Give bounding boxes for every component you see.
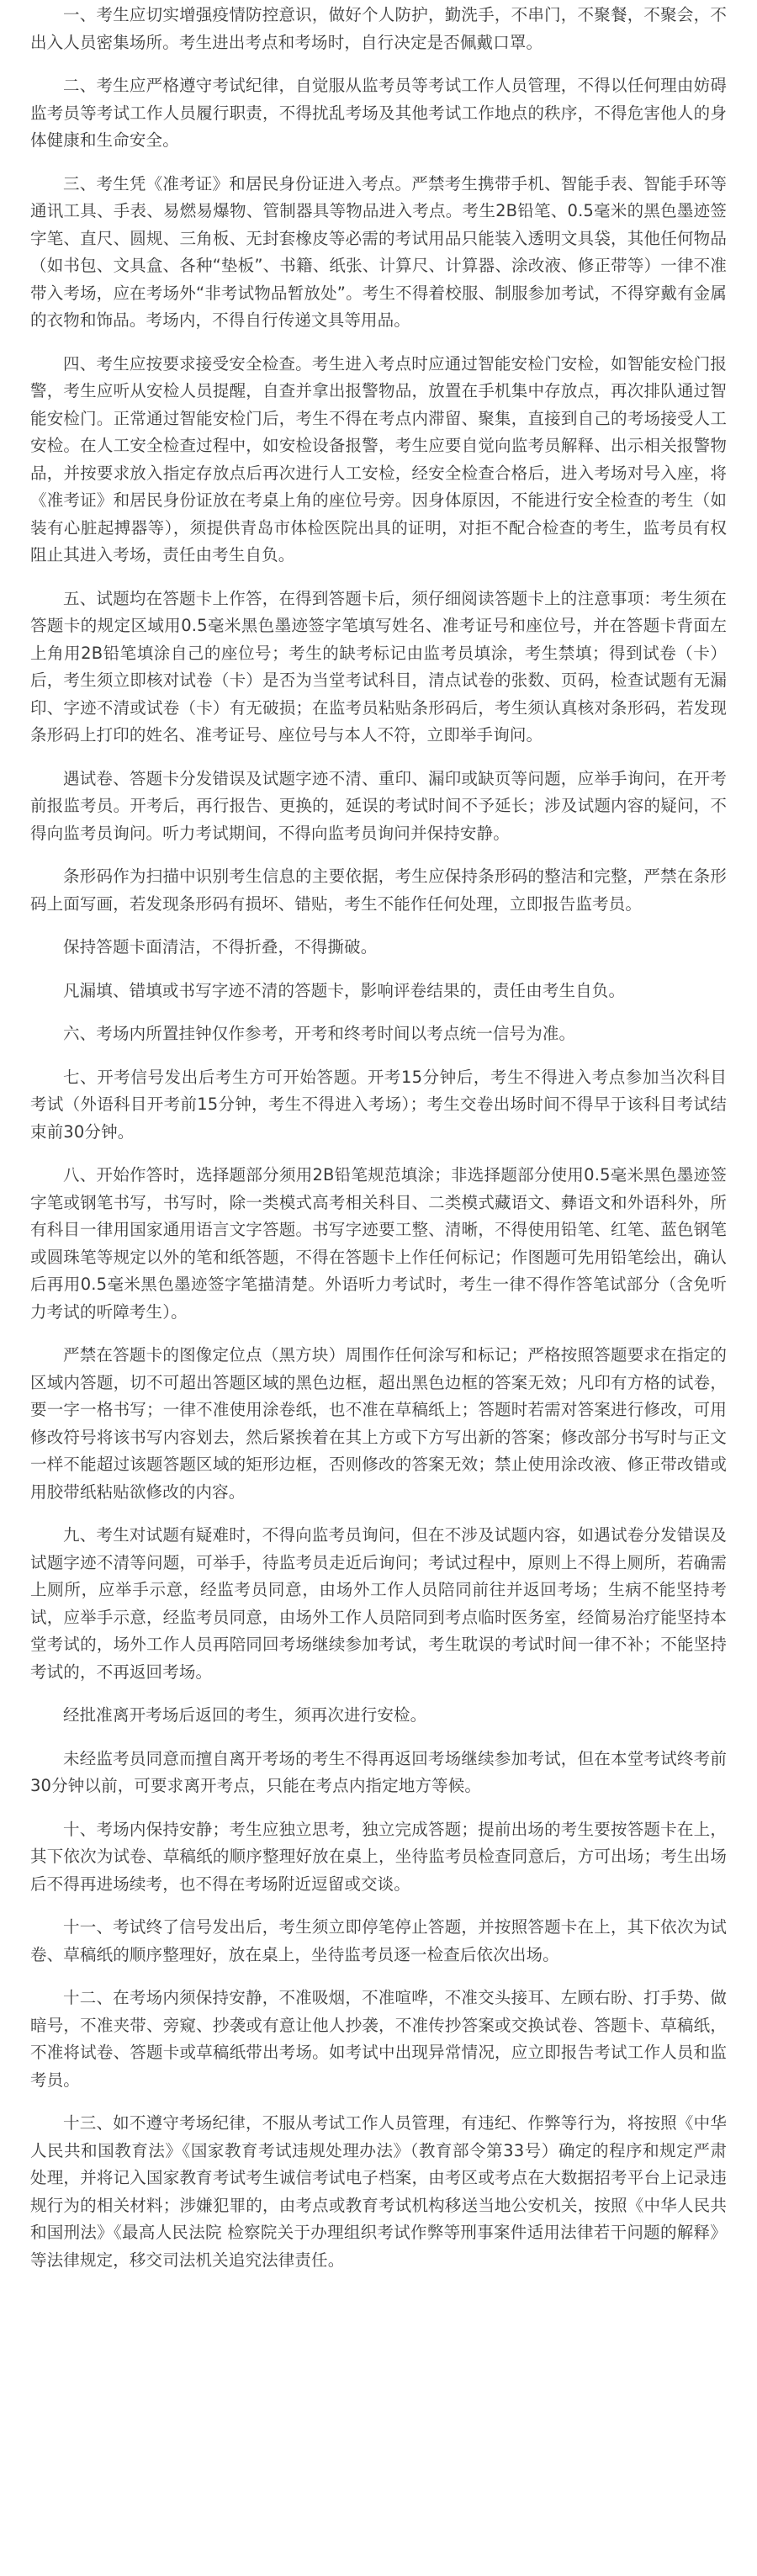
rule-paragraph-8: 八、开始作答时，选择题部分须用2B铅笔规范填涂；非选择题部分使用0.5毫米黑色墨迹签字笔或钢笔书写，书写时，除一类模式高考相关科目、二类模式藏语文、彝语文和外语科外，所有科目一律用国家通用语言文字答题。书写字迹要工整、清晰，不得使用铅笔、红笔、蓝色钢笔或圆珠笔等规定以外的笔和纸答题，不得在答题卡上作任何标记；作图题可先用铅笔绘出，确认后再用0.5毫米黑色墨迹签字笔描清楚。外语听力考试时，考生一律不得作答笔试部分（含免听力考试的听障考生）。	[30, 1165, 727, 1322]
rule-paragraph-9-recheck: 经批准离开考场后返回的考生，须再次进行安检。	[63, 1705, 427, 1725]
rule-paragraph-8-marking: 严禁在答题卡的图像定位点（黑方块）周围作任何涂写和标记；严格按照答题要求在指定的区域内答题，切不可超出答题区域的黑色边框，超出黑色边框的答案无效；凡印有方格的试卷，要一字一格书写；一律不准使用涂卷纸，也不准在草稿纸上；答题时若需对答案进行修改，可用修改符号将该书写内容划去，然后紧挨着在其上方或下方写出新的答案；修改部分书写时与正文一样不能超过该题答题区域的矩形边框，否则修改的答案无效；禁止使用涂改液、修正带改错或用胶带纸粘贴欲修改的内容。	[30, 1345, 727, 1502]
rule-paragraph-3: 三、考生凭《准考证》和居民身份证进入考点。严禁考生携带手机、智能手表、智能手环等通讯工具、手表、易燃易爆物、管制器具等物品进入考点。考生2B铅笔、0.5毫米的黑色墨迹签字笔、直尺、圆规、三角板、无封套橡皮等必需的考试用品只能装入透明文具袋，其他任何物品（如书包、文具盒、各种“垫板”、书籍、纸张、计算尺、计算器、涂改液、修正带等）一律不准带入考场，应在考场外“非考试物品暂放处”。考生不得着校服、制服参加考试，不得穿戴有金属的衣物和饰品。考场内，不得自行传递文具等用品。	[30, 173, 727, 330]
rule-paragraph-4: 四、考生应按要求接受安全检查。考生进入考点时应通过智能安检门安检，如智能安检门报警，考生应听从安检人员提醒，自查并拿出报警物品，放置在手机集中存放点，再次排队通过智能安检门。正常通过智能安检门后，考生不得在考点内滞留、聚集，直接到自己的考场接受人工安检。在人工安全检查过程中，如安检设备报警，考生应要自觉向监考员解释、出示相关报警物品，并按要求放入指定存放点后再次进行人工安检，经安全检查合格后，进入考场对号入座，将《准考证》和居民身份证放在考桌上角的座位号旁。因身体原因，不能进行安全检查的考生（如装有心脏起搏器等），须提供青岛市体检医院出具的证明，对拒不配合检查的考生，监考员有权阻止其进入考场，责任由考生自负。	[30, 353, 727, 564]
rule-paragraph-6: 六、考场内所置挂钟仅作参考，开考和终考时间以考点统一信号为准。	[63, 1024, 576, 1043]
rule-paragraph-13: 十三、如不遵守考场纪律，不服从考试工作人员管理，有违纪、作弊等行为，将按照《中华人民共和国教育法》《国家教育考试违规处理办法》（教育部令第33号）确定的程序和规定严肃处理，并将记入国家教育考试考生诚信考试电子档案，由考区或考点在大数据招考平台上记录违规行为的相关材料；涉嫌犯罪的，由考点或教育考试机构移送当地公安机关，按照《中华人民共和国刑法》《最高人民法院 检察院关于办理组织考试作弊等刑事案件适用法律若干问题的解释》等法律规定，移交司法机关追究法律责任。	[30, 2113, 727, 2270]
rule-paragraph-5: 五、试题均在答题卡上作答，在得到答题卡后，须仔细阅读答题卡上的注意事项：考生须在答题卡的规定区域用0.5毫米黑色墨迹签字笔填写姓名、准考证号和座位号，并在答题卡背面左上角用2B铅笔填涂自己的座位号；考生的缺考标记由监考员填涂，考生禁填；得到试卷（卡）后，考生须立即核对试卷（卡）是否为当堂考试科目，清点试卷的张数、页码，检查试题有无漏印、字迹不清或试卷（卡）有无破损；在监考员粘贴条形码后，考生须认真核对条形码，若发现条形码上打印的姓名、准考证号、座位号与本人不符，立即举手询问。	[30, 588, 727, 745]
rule-paragraph-5-illegible: 凡漏填、错填或书写字迹不清的答题卡，影响评卷结果的，责任由考生自负。	[63, 980, 626, 1000]
rule-paragraph-1: 一、考生应切实增强疫情防控意识，做好个人防护，勤洗手，不串门，不聚餐，不聚会，不出入人员密集场所。考生进出考点和考场时，自行决定是否佩戴口罩。	[30, 5, 727, 52]
rule-paragraph-5-test-paper-issues: 遇试卷、答题卡分发错误及试题字迹不清、重印、漏印或缺页等问题，应举手询问，在开考前报监考员。开考后，再行报告、更换的，延误的考试时间不予延长；涉及试题内容的疑问，不得向监考员询问。听力考试期间，不得向监考员询问并保持安静。	[30, 768, 727, 843]
rule-paragraph-10: 十、考场内保持安静；考生应独立思考，独立完成答题；提前出场的考生要按答题卡在上，其下依次为试卷、草稿纸的顺序整理好放在桌上，坐待监考员检查同意后，方可出场；考生出场后不得再进场续考，也不得在考场附近逗留或交谈。	[30, 1819, 727, 1894]
rule-paragraph-12: 十二、在考场内须保持安静，不准吸烟，不准喧哗，不准交头接耳、左顾右盼、打手势、做暗号，不准夹带、旁窥、抄袭或有意让他人抄袭，不准传抄答案或交换试卷、答题卡、草稿纸，不准将试卷、答题卡或草稿纸带出考场。如考试中出现异常情况，应立即报告考试工作人员和监考员。	[30, 1988, 727, 2090]
rule-paragraph-9-leaving: 未经监考员同意而擅自离开考场的考生不得再返回考场继续参加考试，但在本堂考试终考前30分钟以前，可要求离开考点，只能在考点内指定地方等候。	[30, 1748, 727, 1795]
rule-paragraph-11: 十一、考试终了信号发出后，考生须立即停笔停止答题，并按照答题卡在上，其下依次为试卷、草稿纸的顺序整理好，放在桌上，坐待监考员逐一检查后依次出场。	[30, 1917, 727, 1964]
rule-paragraph-2: 二、考生应严格遵守考试纪律，自觉服从监考员等考试工作人员管理，不得以任何理由妨碍监考员等考试工作人员履行职责，不得扰乱考场及其他考试工作地点的秩序，不得危害他人的身体健康和生命安全。	[30, 76, 727, 150]
rule-paragraph-7: 七、开考信号发出后考生方可开始答题。开考15分钟后，考生不得进入考点参加当次科目考试（外语科目开考前15分钟，考生不得进入考场）；考生交卷出场时间不得早于该科目考试结束前30分钟。	[30, 1067, 727, 1142]
rule-paragraph-5-card-clean: 保持答题卡面清洁，不得折叠，不得撕破。	[63, 937, 378, 957]
rule-paragraph-9: 九、考生对试题有疑难时，不得向监考员询问，但在不涉及试题内容，如遇试卷分发错误及试题字迹不清等问题，可举手，待监考员走近后询问；考试过程中，原则上不得上厕所，若确需上厕所，应举手示意，经监考员同意，由场外工作人员陪同前往并返回考场；生病不能坚持考试，应举手示意，经监考员同意，由场外工作人员陪同到考点临时医务室，经简易治疗能坚持本堂考试的，场外工作人员再陪同回考场继续参加考试，考生耽误的考试时间一律不补；不能坚持考试的，不再返回考场。	[30, 1525, 727, 1682]
rule-paragraph-5-barcode: 条形码作为扫描中识别考生信息的主要依据，考生应保持条形码的整洁和完整，严禁在条形码上面写画，若发现条形码有损坏、错贴，考生不能作任何处理，立即报告监考员。	[30, 867, 727, 914]
